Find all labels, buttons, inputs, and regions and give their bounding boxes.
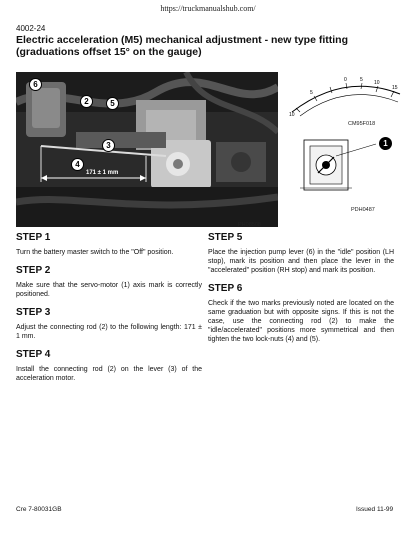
page-title: Electric acceleration (M5) mechanical adjustment - new type fitting (graduations offset 15° on the gauge) — [16, 34, 349, 58]
step-5-text: Place the injection pump lever (6) in the "idle" position (LH stop), mark its position and then place the lever in the "accelerated" position (RH stop) and mark its position. — [208, 249, 394, 274]
steps-right-column — [208, 232, 394, 352]
callout-2: 2 — [80, 95, 93, 108]
page-number: 4002-24 — [16, 24, 46, 33]
fitting-drawing — [296, 136, 392, 193]
step-6-heading: STEP 6 — [208, 283, 243, 294]
step-2-heading: STEP 2 — [16, 265, 51, 276]
callout-5: 5 — [106, 97, 119, 110]
gauge-reference-code: CM95F018 — [348, 121, 376, 127]
gauge-mark-10-left: 10 — [289, 112, 295, 118]
step-3-text: Adjust the connecting rod (2) to the following length: 171 ± 1 mm. — [16, 324, 202, 340]
gauge-mark-0: 0 — [344, 77, 347, 83]
footer-document-code: Cre 7-80031GB — [16, 506, 62, 513]
step-4-text: Install the connecting rod (2) on the lever (3) of the acceleration motor. — [16, 366, 202, 382]
gauge-drawing — [284, 72, 406, 120]
engine-photo — [16, 72, 278, 227]
fitting-detail — [296, 136, 392, 193]
fitting-reference-code: PDH0487 — [351, 207, 375, 213]
callout-1: 1 — [379, 137, 392, 150]
step-1-text: Turn the battery master switch to the "Off" position. — [16, 249, 174, 256]
gauge-mark-5-left: 5 — [310, 90, 313, 96]
step-2-text: Make sure that the servo-motor (1) axis mark is correctly positioned. — [16, 282, 202, 298]
dimension-label: 171 ± 1 mm — [86, 170, 119, 176]
step-1-heading: STEP 1 — [16, 232, 51, 243]
callout-6: 6 — [29, 78, 42, 91]
gauge-mark-5-right: 5 — [360, 77, 363, 83]
step-6-text: Check if the two marks previously noted are located on the same graduation but with opposite signs. If this is not the case, use the connecting rod (2) to make the "idle/accelerated" positions more symmetrical and then tighten the two lock-nuts (4) and (5). — [208, 300, 394, 343]
graduated-gauge — [284, 72, 406, 120]
callout-3: 3 — [102, 139, 115, 152]
step-5-heading: STEP 5 — [208, 232, 243, 243]
gauge-mark-15: 15 — [392, 85, 398, 91]
engine-photo-illustration — [16, 72, 278, 227]
source-url: https://truckmanualshub.com/ — [160, 4, 256, 13]
step-3-heading: STEP 3 — [16, 307, 51, 318]
step-4-heading: STEP 4 — [16, 349, 51, 360]
gauge-mark-10-right: 10 — [374, 80, 380, 86]
photo-reference-code: PH08508 — [238, 222, 261, 228]
callout-4: 4 — [71, 158, 84, 171]
steps-left-column — [16, 232, 202, 391]
footer-issue-date: Issued 11-99 — [356, 506, 394, 513]
